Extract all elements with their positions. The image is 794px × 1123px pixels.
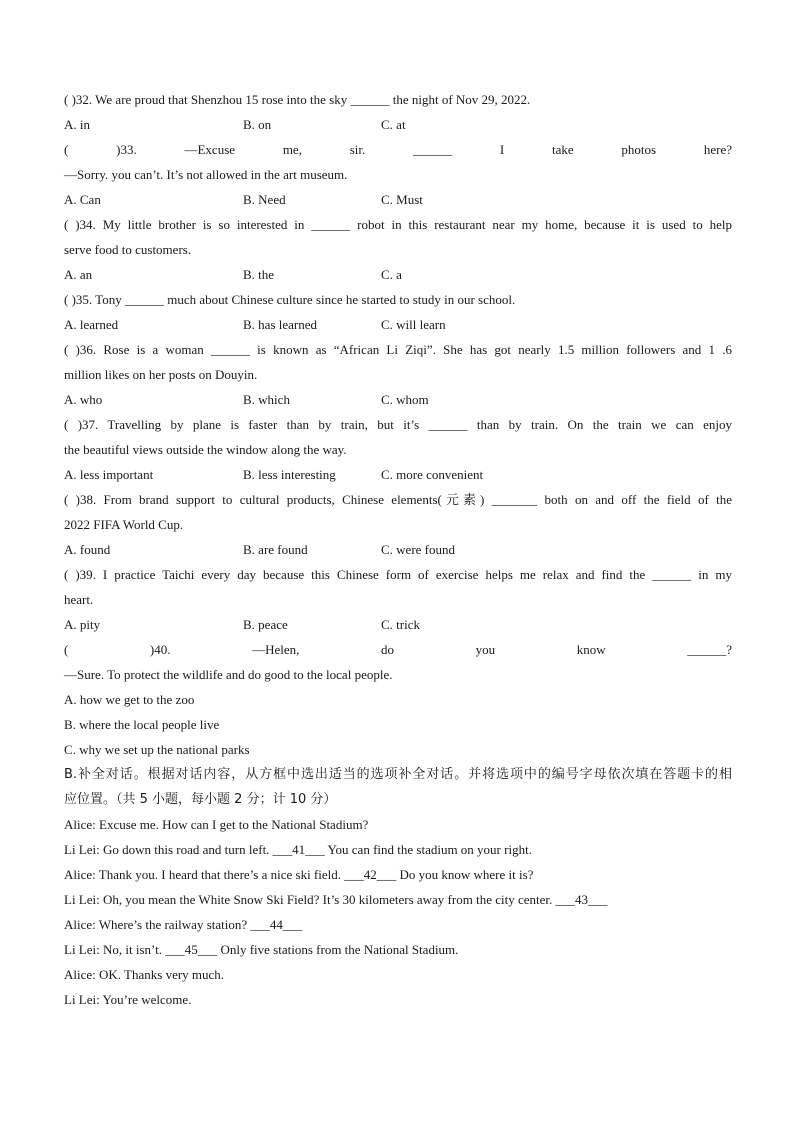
- dialogue-line: Li Lei: Go down this road and turn left. ___41___ You can find the stadium on your right.: [64, 842, 532, 857]
- option-row: [64, 187, 732, 212]
- answer-option: B. on: [243, 117, 272, 132]
- dialogue-line: Alice: Where’s the railway station? ___44___: [64, 917, 303, 932]
- option-row: [64, 262, 732, 287]
- answer-option: B. the: [243, 267, 275, 282]
- dialogue-line: Alice: Excuse me. How can I get to the National Stadium?: [64, 817, 369, 832]
- answer-option: C. were found: [381, 542, 456, 557]
- question-continuation: million likes on her posts on Douyin.: [64, 367, 258, 382]
- answer-option: A. learned: [64, 317, 119, 332]
- answer-option: A. in: [64, 117, 90, 132]
- answer-option: A. pity: [64, 617, 101, 632]
- section-b-instruction: 应位置。（共 5 小题，每小题 2 分；计 10 分）: [64, 792, 337, 807]
- answer-option: B. Need: [243, 192, 286, 207]
- dialogue-line: Li Lei: You’re welcome.: [64, 992, 192, 1007]
- answer-option: A. less important: [64, 467, 154, 482]
- dialogue-line: Li Lei: No, it isn’t. ___45___ Only five stations from the National Stadium.: [64, 942, 459, 957]
- answer-option: B. are found: [243, 542, 308, 557]
- option-row: [64, 312, 732, 337]
- question-continuation: heart.: [64, 592, 94, 607]
- answer-option: C. why we set up the national parks: [64, 742, 250, 757]
- answer-option: C. a: [381, 267, 402, 282]
- answer-option: B. less interesting: [243, 467, 336, 482]
- answer-option: B. peace: [243, 617, 288, 632]
- dialogue-line: Alice: OK. Thanks very much.: [64, 967, 225, 982]
- question-stem: ( )40. —Helen, do you know ______?: [64, 642, 732, 657]
- dialogue-line: Alice: Thank you. I heard that there’s a nice ski field. ___42___ Do you know where it is?: [64, 867, 534, 882]
- option-row: [64, 112, 732, 137]
- answer-option: C. at: [381, 117, 406, 132]
- answer-option: A. how we get to the zoo: [64, 692, 195, 707]
- option-row: [64, 462, 732, 487]
- option-row: [64, 612, 732, 637]
- question-continuation: 2022 FIFA World Cup.: [64, 517, 184, 532]
- answer-option: C. more convenient: [381, 467, 484, 482]
- question-stem: ( )36. Rose is a woman ______ is known as “African Li Ziqi”. She has got nearly 1.5 million followers and 1 .6: [64, 342, 732, 357]
- answer-option: A. who: [64, 392, 103, 407]
- answer-option: B. has learned: [243, 317, 318, 332]
- answer-option: C. Must: [381, 192, 423, 207]
- question-continuation: —Sure. To protect the wildlife and do good to the local people.: [64, 667, 393, 682]
- answer-option: C. will learn: [381, 317, 446, 332]
- answer-option: A. Can: [64, 192, 101, 207]
- answer-option: B. which: [243, 392, 290, 407]
- answer-option: C. whom: [381, 392, 429, 407]
- question-stem: ( )35. Tony ______ much about Chinese culture since he started to study in our school.: [64, 292, 516, 307]
- question-continuation: serve food to customers.: [64, 242, 192, 257]
- question-stem: ( )39. I practice Taichi every day because this Chinese form of exercise helps me relax and find the ______ in my: [64, 567, 732, 582]
- dialogue-line: Li Lei: Oh, you mean the White Snow Ski Field? It’s 30 kilometers away from the city center. ___43___: [64, 892, 608, 907]
- question-stem: ( )37. Travelling by plane is faster than by train, but it’s ______ than by train. On the train we can enjoy: [64, 417, 732, 432]
- question-continuation: —Sorry. you can’t. It’s not allowed in the art museum.: [64, 167, 348, 182]
- option-row: [64, 537, 732, 562]
- answer-option: A. an: [64, 267, 93, 282]
- question-stem: ( )34. My little brother is so interested in ______ robot in this restaurant near my home, because it is used to help: [64, 217, 732, 232]
- section-b-instruction: B.补全对话。根据对话内容，从方框中选出适当的选项补全对话。并将选项中的编号字母依次填在答题卡的相: [64, 767, 732, 782]
- question-stem: ( )32. We are proud that Shenzhou 15 rose into the sky ______ the night of Nov 29, 2022.: [64, 92, 531, 107]
- question-stem: ( )33. —Excuse me, sir. ______ I take photos here?: [64, 142, 732, 157]
- question-continuation: the beautiful views outside the window along the way.: [64, 442, 347, 457]
- answer-option: B. where the local people live: [64, 717, 220, 732]
- question-stem: ( )38. From brand support to cultural products, Chinese elements(元素) _______ both on and off the field of the: [64, 492, 732, 507]
- option-row: [64, 387, 732, 412]
- answer-option: C. trick: [381, 617, 420, 632]
- answer-option: A. found: [64, 542, 111, 557]
